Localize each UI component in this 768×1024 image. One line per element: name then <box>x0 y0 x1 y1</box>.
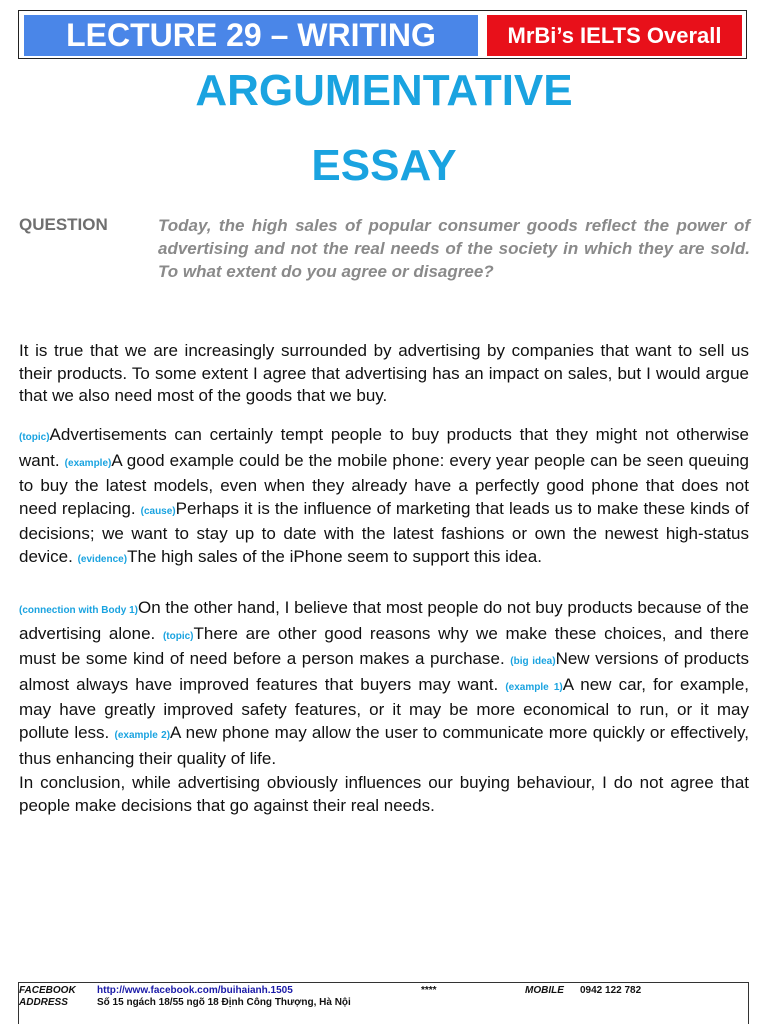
essay-sentence: On the other hand, I believe that most people do not buy products because of the advertising alone. <box>19 598 749 643</box>
footer-row-contact <box>19 985 749 997</box>
essay-type-title-line2: ESSAY <box>311 141 457 190</box>
annotation-tag: (topic) <box>19 432 50 443</box>
footer-row-address <box>19 997 749 1009</box>
annotation-tag: (example 1) <box>505 681 563 693</box>
facebook-label: FACEBOOK <box>19 985 76 996</box>
annotation-tag: (topic) <box>162 630 194 642</box>
annotation-tag: (connection with Body 1) <box>19 605 138 616</box>
question-text: Today, the high sales of popular consumer goods reflect the power of advertising and not the real needs of the society in which they are sold. To what extent do you agree or disagree? <box>158 216 750 281</box>
annotation-tag: (example 2) <box>114 729 171 741</box>
essay-sentence: New versions of products almost always have improved features that buyers may want. <box>19 649 750 694</box>
essay-sentence: A new car, for example, may have greatly improved safety features, or it may be more economical to run, or it may pollute less. <box>19 674 750 742</box>
mobile-label: MOBILE <box>525 985 564 996</box>
annotation-tag: (example) <box>64 457 112 469</box>
lecture-title: LECTURE 29 – WRITING <box>24 15 478 56</box>
mobile-number: 0942 122 782 <box>580 985 642 996</box>
essay-sentence: Perhaps it is the influence of marketing that leads us to make these kinds of decisions; we want to stay up to date with the latest fashions or own the newest high-status device. <box>19 498 749 566</box>
essay-sentence: A good example could be the mobile phone: every year people can be seen queuing to buy the latest models, even when they already have a perfectly good phone that does not need replacing. <box>19 450 749 518</box>
facebook-link[interactable]: http://www.facebook.com/buihaianh.1505 <box>97 985 293 996</box>
footer-separator: **** <box>421 985 437 996</box>
essay-sentence: The high sales of the iPhone seem to support this idea. <box>127 546 542 566</box>
essay-body-paragraph-1 <box>19 424 749 572</box>
essay-type-title-line1: ARGUMENTATIVE <box>195 66 573 115</box>
footer-divider <box>19 982 749 983</box>
address-label: ADDRESS <box>19 997 68 1008</box>
annotation-tag: (cause) <box>140 505 176 517</box>
lecture-header <box>18 10 747 59</box>
essay-introduction: It is true that we are increasingly surrounded by advertising by companies that want to sell us their products. To some extent I agree that advertising has an impact on sales, but I would argue that we also need most of the goods that we buy. <box>19 341 749 406</box>
essay-body-paragraph-2 <box>19 597 749 770</box>
annotation-tag: (big idea) <box>510 656 556 668</box>
question-label: QUESTION <box>19 215 108 234</box>
essay-sentence: A new phone may allow the user to communicate more quickly or effectively, thus enhancing their quality of life. <box>19 722 750 768</box>
essay-sentence: Advertisements can certainly tempt people to buy products that they might not otherwise want. <box>19 425 749 470</box>
brand-banner: MrBi’s IELTS Overall <box>487 15 742 56</box>
essay-conclusion: In conclusion, while advertising obviously influences our buying behaviour, I do not agree that people make decisions that go against their real needs. <box>19 773 749 815</box>
essay-sentence: There are other good reasons why we make these choices, and there must be some kind of need before a person makes a purchase. <box>19 623 749 669</box>
address-value: Số 15 ngách 18/55 ngõ 18 Định Công Thượng, Hà Nội <box>97 997 351 1008</box>
annotation-tag: (evidence) <box>77 553 128 565</box>
